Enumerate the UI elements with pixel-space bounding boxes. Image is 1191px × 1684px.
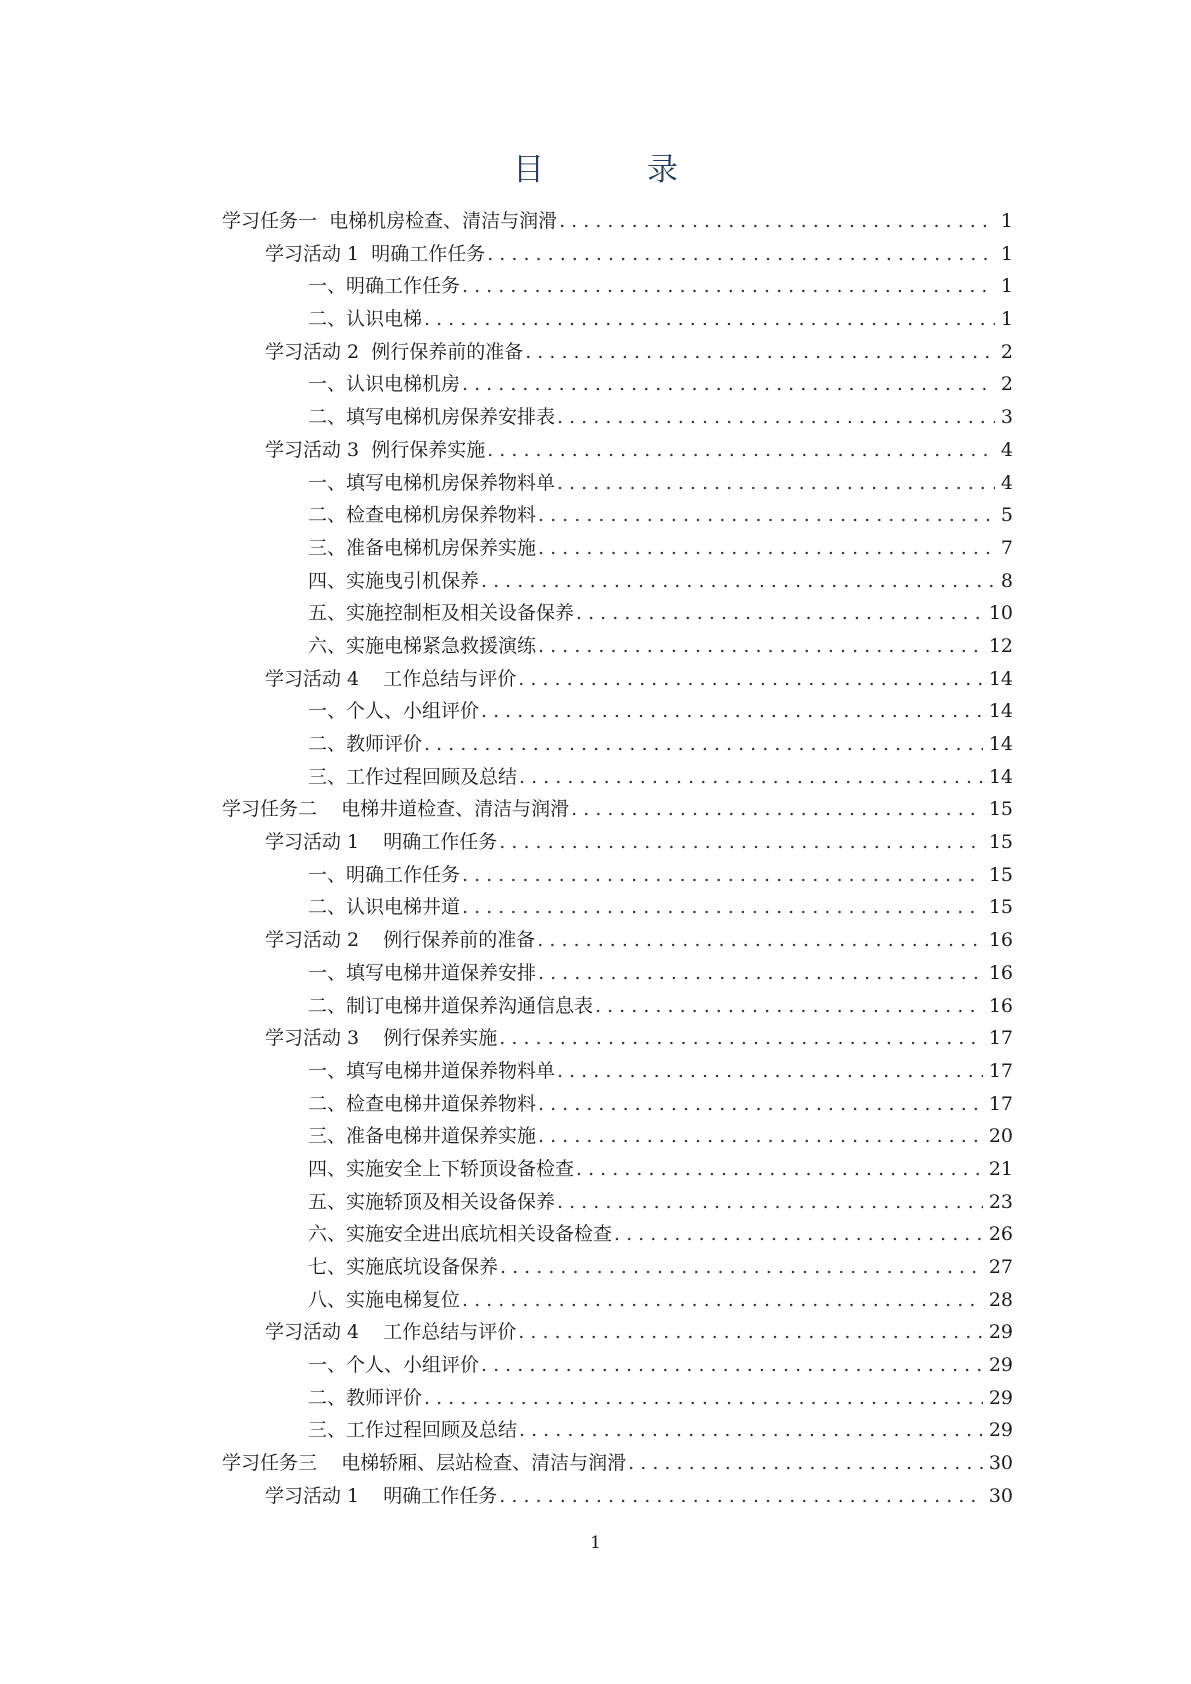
toc-entry[interactable]: [0, 991, 1191, 1024]
toc-entry-text: 三、工作过程回顾及总结: [308, 765, 518, 788]
toc-entry[interactable]: [0, 500, 1191, 533]
toc-dot-leader: [497, 1027, 983, 1049]
toc-entry-page: 15: [988, 863, 1013, 886]
toc-entry-page: 1: [1000, 275, 1013, 298]
toc-entry-text: 五、实施轿顶及相关设备保养: [308, 1190, 556, 1213]
toc-entry-text: 三、准备电梯井道保养实施: [308, 1125, 537, 1148]
toc-dot-leader: [460, 1289, 983, 1311]
toc-entry-page: 15: [988, 831, 1013, 854]
toc-entry[interactable]: [0, 1448, 1191, 1481]
toc-entry[interactable]: [0, 696, 1191, 729]
toc-dot-leader: [626, 1452, 983, 1474]
toc-dot-leader: [574, 1158, 983, 1180]
toc-entry-text: 二、检查电梯机房保养物料: [308, 504, 537, 527]
toc-dot-leader: [535, 929, 983, 951]
toc-entry[interactable]: [0, 1154, 1191, 1187]
toc-entry-text: 二、填写电梯机房保养安排表: [308, 406, 556, 429]
toc-entry-text: 学习任务二 电梯井道检查、清洁与润滑: [222, 798, 570, 821]
toc-entry-text: 八、实施电梯复位: [308, 1288, 461, 1311]
toc-entry-page: 30: [988, 1484, 1013, 1507]
toc-entry-page: 14: [988, 765, 1013, 788]
toc-entry-text: 学习活动 3 例行保养实施: [265, 438, 486, 461]
toc-entry[interactable]: [0, 468, 1191, 501]
toc-dot-leader: [536, 1093, 983, 1115]
toc-dot-leader: [536, 635, 983, 657]
toc-entry-page: 23: [988, 1190, 1013, 1213]
toc-entry-page: 26: [988, 1223, 1013, 1246]
toc-entry[interactable]: [0, 1350, 1191, 1383]
toc-entry-page: 5: [1000, 504, 1013, 527]
page-number: 1: [590, 1533, 601, 1553]
toc-entry-text: 二、教师评价: [308, 733, 423, 755]
toc-entry[interactable]: [0, 533, 1191, 566]
toc-dot-leader: [574, 602, 983, 624]
toc-dot-leader: [536, 962, 983, 984]
toc-entry-page: 30: [988, 1452, 1013, 1475]
toc-entry[interactable]: [0, 892, 1191, 925]
toc-dot-leader: [536, 537, 995, 559]
toc-dot-leader: [485, 243, 995, 265]
toc-dot-leader: [593, 995, 983, 1017]
toc-entry-text: 学习活动 4 工作总结与评价: [265, 1321, 517, 1344]
toc-dot-leader: [557, 210, 995, 232]
toc-dot-leader: [422, 308, 995, 330]
toc-entry-page: 16: [988, 994, 1013, 1017]
toc-entry-page: 1: [1000, 242, 1013, 265]
toc-entry[interactable]: [0, 435, 1191, 468]
toc-dot-leader: [555, 406, 995, 428]
toc-dot-leader: [479, 1354, 983, 1376]
toc-dot-leader: [498, 1256, 983, 1278]
toc-entry-text: 一、填写电梯井道保养物料单: [308, 1059, 556, 1082]
toc-entry-text: 一、明确工作任务: [308, 275, 461, 298]
toc-dot-leader: [555, 1191, 983, 1213]
toc-entry-text: 二、认识电梯: [308, 308, 423, 331]
toc-title: 目 录: [513, 152, 714, 188]
toc-entry-page: 3: [1000, 406, 1013, 429]
toc-entry-text: 七、实施底坑设备保养: [308, 1256, 499, 1278]
toc-entry-page: 2: [1000, 373, 1013, 396]
toc-entry[interactable]: [0, 1252, 1191, 1285]
toc-entry-text: 二、制订电梯井道保养沟通信息表: [308, 994, 594, 1017]
toc-entry-text: 学习活动 1 明确工作任务: [265, 242, 486, 265]
toc-entry[interactable]: [0, 1023, 1191, 1056]
toc-entry-text: 六、实施安全进出底坑相关设备检查: [308, 1223, 613, 1246]
toc-entry-page: 4: [1000, 471, 1013, 494]
toc-dot-leader: [479, 700, 983, 722]
toc-entry[interactable]: [0, 1056, 1191, 1089]
toc-entry-page: 29: [988, 1321, 1013, 1344]
toc-entry[interactable]: [0, 1219, 1191, 1252]
toc-entry[interactable]: [0, 860, 1191, 893]
toc-entry[interactable]: [0, 925, 1191, 958]
toc-entry-text: 一、填写电梯井道保养安排: [308, 961, 537, 984]
toc-entry[interactable]: [0, 271, 1191, 304]
toc-entry-text: 四、实施曳引机保养: [308, 569, 480, 592]
toc-entry-text: 学习活动 2 例行保养前的准备: [265, 929, 536, 952]
toc-entry-page: 12: [988, 634, 1013, 657]
toc-entry-text: 五、实施控制柜及相关设备保养: [308, 602, 575, 625]
toc-entry-text: 学习活动 1 明确工作任务: [265, 1484, 498, 1507]
toc-entry[interactable]: [0, 664, 1191, 697]
toc-dot-leader: [460, 864, 983, 886]
toc-dot-leader: [536, 1125, 983, 1147]
toc-entry-text: 学习任务一 电梯机房检查、清洁与润滑: [222, 210, 558, 232]
toc-entry-page: 16: [988, 961, 1013, 984]
toc-entry-text: 二、认识电梯井道: [308, 896, 461, 919]
toc-entry[interactable]: [0, 1121, 1191, 1154]
toc-dot-leader: [460, 275, 995, 297]
toc-entry[interactable]: [0, 566, 1191, 599]
toc-entry-page: 1: [1000, 210, 1013, 232]
toc-entry-text: 学习活动 1 明确工作任务: [265, 831, 498, 854]
toc-entry[interactable]: [0, 1481, 1191, 1514]
toc-entry[interactable]: [0, 337, 1191, 370]
toc-entry-text: 四、实施安全上下轿顶设备检查: [308, 1157, 575, 1180]
toc-entry-text: 一、填写电梯机房保养物料单: [308, 471, 556, 494]
toc-dot-leader: [516, 668, 983, 690]
toc-entry-text: 一、个人、小组评价: [308, 700, 480, 723]
toc-entry[interactable]: [0, 369, 1191, 402]
toc-entry[interactable]: [0, 631, 1191, 664]
toc-entry-page: 4: [1000, 438, 1013, 461]
toc-entry-text: 学习活动 2 例行保养前的准备: [265, 340, 524, 363]
toc-entry-page: 17: [988, 1059, 1013, 1082]
toc-dot-leader: [422, 1387, 983, 1409]
toc-entry-text: 二、检查电梯井道保养物料: [308, 1092, 537, 1115]
toc-dot-leader: [517, 1419, 983, 1441]
toc-dot-leader: [479, 570, 995, 592]
toc-dot-leader: [555, 1060, 983, 1082]
toc-dot-leader: [485, 439, 995, 461]
toc-entry-text: 一、认识电梯机房: [308, 373, 461, 396]
toc-dot-leader: [422, 733, 983, 755]
toc-entry-text: 三、准备电梯机房保养实施: [308, 536, 537, 559]
toc-entry-page: 2: [1000, 340, 1013, 363]
toc-entry-text: 一、明确工作任务: [308, 863, 461, 886]
toc-entry-page: 14: [988, 733, 1013, 755]
toc-dot-leader: [497, 831, 983, 853]
toc-entry-page: 28: [988, 1288, 1013, 1311]
toc-dot-leader: [612, 1223, 983, 1245]
toc-entry-text: 学习活动 4 工作总结与评价: [265, 667, 517, 690]
toc-entry[interactable]: [0, 1317, 1191, 1350]
toc-entry[interactable]: [0, 762, 1191, 795]
toc-entry-text: 三、工作过程回顾及总结: [308, 1419, 518, 1442]
toc-entry[interactable]: [0, 206, 1191, 239]
toc-dot-leader: [517, 766, 983, 788]
toc-dot-leader: [523, 341, 995, 363]
toc-entry-page: 17: [988, 1027, 1013, 1050]
toc-dot-leader: [569, 798, 983, 820]
toc-dot-leader: [516, 1321, 983, 1343]
toc-entry[interactable]: [0, 1383, 1191, 1416]
toc-entry-page: 14: [988, 700, 1013, 723]
toc-entry-text: 一、个人、小组评价: [308, 1354, 480, 1377]
toc-entry-page: 29: [988, 1419, 1013, 1442]
toc-dot-leader: [536, 504, 995, 526]
toc-entry-page: 21: [988, 1157, 1013, 1180]
toc-entry[interactable]: [0, 304, 1191, 337]
toc-entry[interactable]: [0, 402, 1191, 435]
toc-entry-text: 学习活动 3 例行保养实施: [265, 1027, 498, 1050]
toc-entry[interactable]: [0, 958, 1191, 991]
toc-dot-leader: [460, 373, 995, 395]
toc-entry-page: 15: [988, 896, 1013, 919]
toc-entry[interactable]: [0, 239, 1191, 272]
toc-entry-page: 29: [988, 1386, 1013, 1409]
toc-entry[interactable]: [0, 1415, 1191, 1448]
toc-dot-leader: [497, 1485, 983, 1507]
toc-entry[interactable]: [0, 598, 1191, 631]
toc-entry-page: 20: [988, 1125, 1013, 1148]
toc-entry[interactable]: [0, 1089, 1191, 1122]
toc-entry-page: 8: [1000, 569, 1013, 592]
toc-entry-page: 10: [988, 602, 1013, 625]
toc-dot-leader: [460, 896, 983, 918]
toc-entry-text: 学习任务三 电梯轿厢、层站检查、清洁与润滑: [222, 1452, 627, 1475]
toc-entry[interactable]: [0, 1285, 1191, 1318]
toc-entry-page: 29: [988, 1354, 1013, 1377]
toc-entry-page: 27: [988, 1256, 1013, 1278]
toc-entry[interactable]: [0, 729, 1191, 762]
toc-entry-text: 六、实施电梯紧急救援演练: [308, 634, 537, 657]
toc-entry-page: 17: [988, 1092, 1013, 1115]
toc-entry[interactable]: [0, 827, 1191, 860]
toc-entry-page: 7: [1000, 536, 1013, 559]
toc-entry[interactable]: [0, 794, 1191, 827]
toc-dot-leader: [555, 472, 995, 494]
toc-entry-page: 16: [988, 929, 1013, 952]
table-of-contents: [0, 206, 1191, 1514]
toc-entry-page: 14: [988, 667, 1013, 690]
toc-entry[interactable]: [0, 1187, 1191, 1220]
toc-entry-text: 二、教师评价: [308, 1386, 423, 1409]
toc-entry-page: 1: [1000, 308, 1013, 331]
toc-entry-page: 15: [988, 798, 1013, 821]
